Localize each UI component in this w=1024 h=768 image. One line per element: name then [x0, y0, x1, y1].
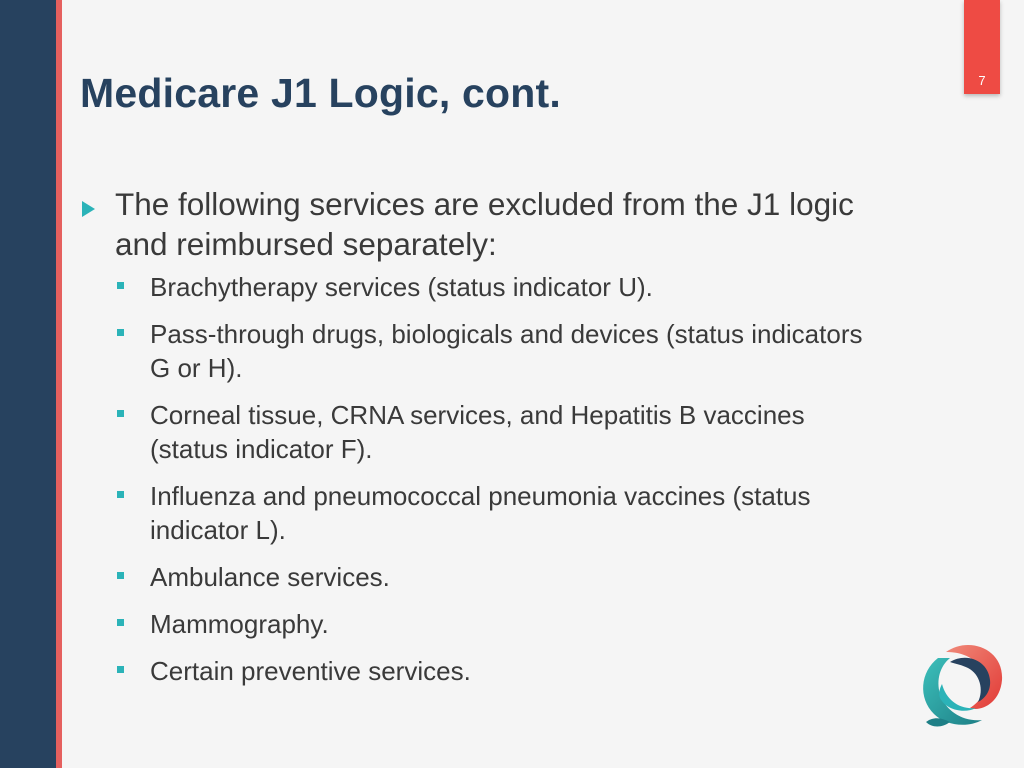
page-number-tab	[964, 0, 1000, 94]
slide-content	[78, 184, 898, 701]
list-item	[78, 479, 898, 547]
sub-bullet-list	[78, 270, 898, 688]
triangle-arrow-icon	[82, 201, 95, 217]
list-item	[78, 317, 898, 385]
list-item	[78, 398, 898, 466]
list-item-text: Ambulance services.	[150, 562, 390, 592]
list-item	[78, 270, 898, 304]
square-bullet-icon	[117, 572, 124, 579]
circular-swoosh-logo-icon	[916, 638, 1006, 730]
list-item-text: Influenza and pneumococcal pneumonia vaccines (status indicator L).	[150, 481, 811, 545]
page-number: 7	[978, 73, 986, 88]
sidebar-accent-stripe	[56, 0, 62, 768]
square-bullet-icon	[117, 491, 124, 498]
slide-title: Medicare J1 Logic, cont.	[80, 70, 561, 116]
main-bullet	[78, 184, 898, 264]
list-item-text: Pass-through drugs, biologicals and devices (status indicators G or H).	[150, 319, 863, 383]
left-sidebar-bar	[0, 0, 56, 768]
square-bullet-icon	[117, 329, 124, 336]
list-item-text: Brachytherapy services (status indicator U).	[150, 272, 653, 302]
list-item-text: Certain preventive services.	[150, 656, 471, 686]
list-item	[78, 607, 898, 641]
main-bullet-text: The following services are excluded from the J1 logic and reimbursed separately:	[115, 186, 854, 262]
list-item-text: Mammography.	[150, 609, 329, 639]
square-bullet-icon	[117, 410, 124, 417]
list-item-text: Corneal tissue, CRNA services, and Hepatitis B vaccines (status indicator F).	[150, 400, 805, 464]
square-bullet-icon	[117, 282, 124, 289]
square-bullet-icon	[117, 619, 124, 626]
list-item	[78, 654, 898, 688]
square-bullet-icon	[117, 666, 124, 673]
list-item	[78, 560, 898, 594]
